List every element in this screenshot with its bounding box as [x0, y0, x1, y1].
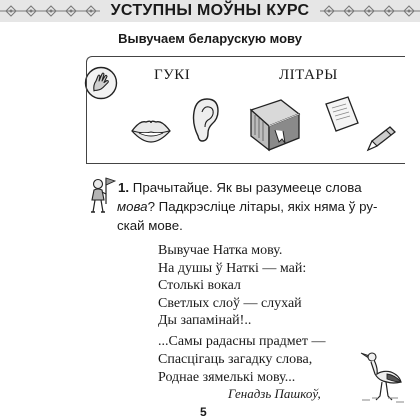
poem-line: Ды запамінай!.. [158, 313, 252, 328]
label-sounds: ГУКІ [154, 67, 191, 83]
exercise-instruction-cont: ? Падкрэсліце літары, якіх няма ў ру- [147, 199, 378, 214]
poem-line: Столькі вокал [158, 278, 241, 293]
stork-icon [360, 348, 406, 404]
poem-line: Роднае зямелькі мову... [158, 370, 296, 385]
label-letters: ЛІТАРЫ [279, 67, 338, 83]
exercise-line-3: скай мове. [117, 218, 183, 233]
exercise-line-2 [117, 198, 377, 216]
poem-line: Вывучае Натка мову. [158, 243, 283, 258]
poem-line: На душы ў Наткі — май: [158, 260, 307, 276]
exercise-line-1 [118, 179, 362, 197]
poem-author: Генадзь Пашкоў, [228, 386, 321, 401]
book-icon [245, 96, 303, 152]
paper-sheet-icon [322, 94, 362, 134]
pen-icon [364, 124, 398, 154]
lips-icon [130, 118, 172, 144]
course-title: УСТУПНЫ МОЎНЫ КУРС [110, 2, 310, 19]
poem-line: Спасцігаць загадку слова, [158, 352, 313, 367]
boy-with-flag-icon [86, 174, 116, 218]
page-number: 5 [200, 405, 207, 419]
poem-line: Светлых слоў — слухай [158, 295, 302, 311]
exercise-keyword: мова [117, 199, 148, 214]
exercise-instruction: Прачытайце. Як вы разумееце слова [129, 180, 362, 195]
lesson-subtitle: Вывучаем беларускую мову [118, 31, 302, 46]
exercise-number: 1. [118, 180, 130, 195]
ear-icon [190, 96, 220, 144]
poem-line: ...Самы радасны прадмет — [158, 334, 326, 349]
